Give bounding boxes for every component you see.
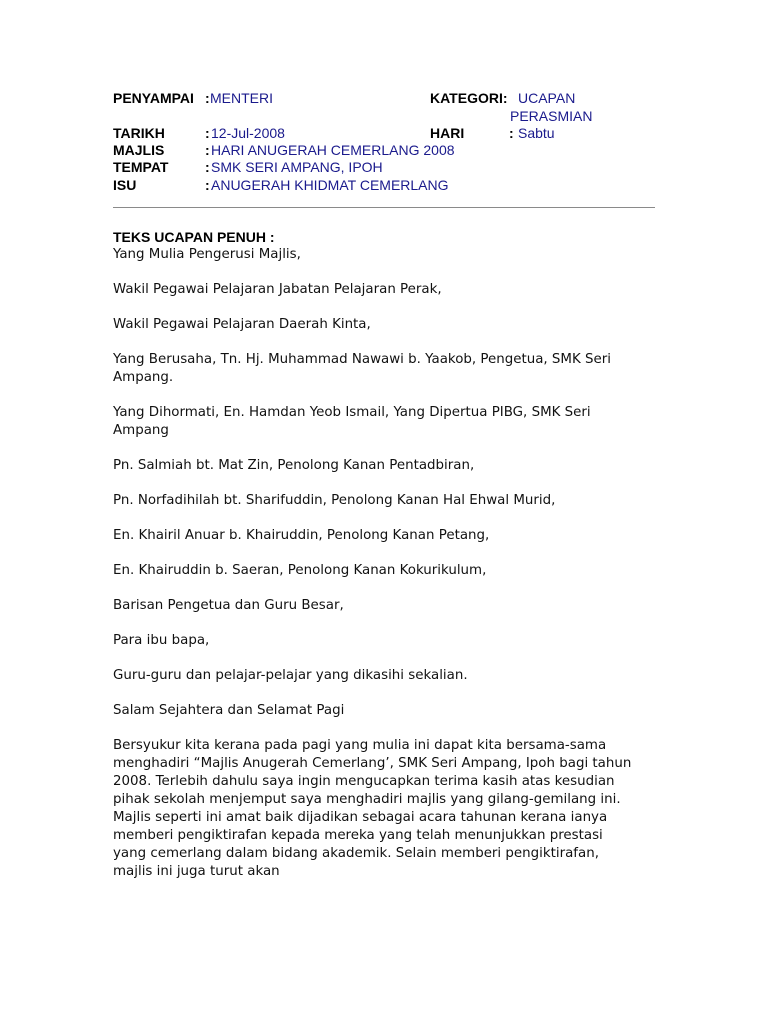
tempat-value: SMK SERI AMPANG, IPOH [211,159,383,175]
hari-value: Sabtu [518,125,555,141]
header-divider [113,207,655,208]
speech-body [113,246,633,898]
speech-paragraph: Wakil Pegawai Pelajaran Jabatan Pelajaran Perak, [113,282,442,297]
kategori-value-line1: UCAPAN [518,90,576,106]
tarikh-label: TARIKH [113,125,165,141]
speech-paragraph: Salam Sejahtera dan Selamat Pagi [113,703,345,718]
speech-paragraph: Barisan Pengetua dan Guru Besar, [113,598,344,613]
speech-paragraph: Wakil Pegawai Pelajaran Daerah Kinta, [113,317,371,332]
isu-colon: : [205,177,210,193]
speech-paragraph: Guru-guru dan pelajar-pelajar yang dikasihi sekalian. [113,668,468,683]
kategori-value-line2: PERASMIAN [510,108,593,124]
speech-paragraph: En. Khairuddin b. Saeran, Penolong Kanan Kokurikulum, [113,563,487,578]
speech-paragraph: Pn. Norfadihilah bt. Sharifuddin, Penolong Kanan Hal Ehwal Murid, [113,493,556,508]
speech-paragraph: Yang Mulia Pengerusi Majlis, [113,247,301,262]
tempat-colon: : [205,159,210,175]
isu-label: ISU [113,177,137,193]
speech-paragraph: Pn. Salmiah bt. Mat Zin, Penolong Kanan Pentadbiran, [113,458,475,473]
tarikh-value: 12-Jul-2008 [211,125,285,141]
penyampai-label: PENYAMPAI [113,90,194,106]
speech-paragraph: Para ibu bapa, [113,633,210,648]
speech-paragraph: Yang Berusaha, Tn. Hj. Muhammad Nawawi b. Yaakob, Pengetua, SMK Seri Ampang. [113,352,611,385]
kategori-label: KATEGORI: [430,90,508,106]
isu-value: ANUGERAH KHIDMAT CEMERLANG [211,177,449,193]
majlis-label: MAJLIS [113,142,165,158]
speech-paragraph: Yang Dihormati, En. Hamdan Yeob Ismail, Yang Dipertua PIBG, SMK Seri Ampang [113,405,591,438]
majlis-value: HARI ANUGERAH CEMERLANG 2008 [211,142,455,158]
penyampai-value: MENTERI [210,90,273,106]
majlis-colon: : [205,142,210,158]
speech-paragraph: Bersyukur kita kerana pada pagi yang mulia ini dapat kita bersama-sama menghadiri “Majlis Anugerah Cemerlang’, SMK Seri Ampang, Ipoh bagi tahun 2008. Terlebih dahulu saya ingin mengucapkan terima kasih atas kesudian pihak sekolah menjemput saya menghadiri majlis yang gilang-gemilang ini. Majlis seperti ini amat baik dijadikan sebagai acara tahunan kerana ianya memberi pengiktirafan kepada mereka yang telah menunjukkan prestasi yang cemerlang dalam bidang akademik. Selain memberi pengiktirafan, majlis ini juga turut akan [113,738,632,879]
hari-label: HARI [430,125,465,141]
speech-heading: TEKS UCAPAN PENUH : [113,229,275,245]
hari-colon: : [509,125,514,141]
tarikh-colon: : [205,125,210,141]
speech-paragraph: En. Khairil Anuar b. Khairuddin, Penolong Kanan Petang, [113,528,490,543]
penyampai-colon: : [205,90,210,106]
tempat-label: TEMPAT [113,159,169,175]
